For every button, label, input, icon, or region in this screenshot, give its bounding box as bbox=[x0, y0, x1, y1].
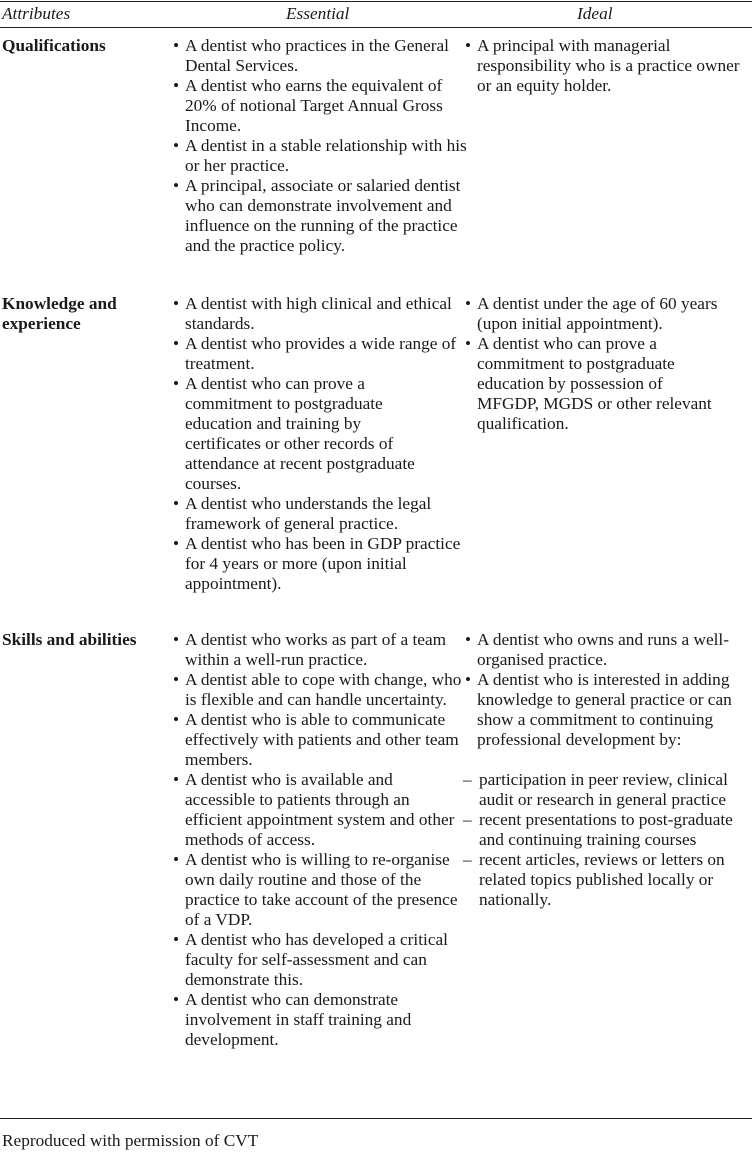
list-item: • A dentist with high clinical and ethical standards. bbox=[173, 294, 452, 333]
top-rule bbox=[0, 1, 752, 2]
table-header bbox=[0, 4, 752, 26]
list-item: • A dentist who is willing to re-organise own daily routine and those of the practice to take account of the presence of a VDP. bbox=[173, 850, 458, 929]
list-item: • A principal with managerial responsibility who is a practice owner or an equity holder. bbox=[465, 36, 740, 95]
footer-note: Reproduced with permission of CVT bbox=[2, 1131, 259, 1150]
list-item: • A dentist who is available and accessible to patients through an efficient appointment system and other methods of access. bbox=[173, 770, 455, 849]
list-subitem: – recent articles, reviews or letters on related topics published locally or nationally. bbox=[463, 850, 725, 909]
list-item: • A dentist in a stable relationship with his or her practice. bbox=[173, 136, 467, 175]
ideal-cell bbox=[463, 36, 752, 96]
list-item: • A dentist under the age of 60 years (upon initial appointment). bbox=[465, 294, 718, 333]
list-item: • A dentist who provides a wide range of treatment. bbox=[173, 334, 457, 373]
list-item: • A dentist who has been in GDP practice for 4 years or more (upon initial appointment). bbox=[173, 534, 461, 593]
list-subitem: – recent presentations to post-graduate and continuing training courses bbox=[463, 810, 733, 849]
list-item: • A dentist who earns the equivalent of 20% of notional Target Annual Gross Income. bbox=[173, 76, 443, 135]
list-item: • A dentist who can demonstrate involvement in staff training and development. bbox=[173, 990, 412, 1049]
ideal-cell bbox=[463, 294, 752, 434]
list-item: • A principal, associate or salaried dentist who can demonstrate involvement and influence on the running of the practice and the practice policy. bbox=[173, 176, 461, 255]
list-item: • A dentist who owns and runs a well-organised practice. bbox=[465, 630, 729, 669]
list-item: • A dentist who can prove a commitment to postgraduate education by possession of MFGDP, MGDS or other relevant qualification. bbox=[465, 334, 712, 433]
essential-cell bbox=[171, 630, 467, 1050]
header-ideal: Ideal bbox=[577, 4, 613, 23]
header-essential: Essential bbox=[286, 4, 350, 23]
row-attribute: Skills and abilities bbox=[2, 630, 137, 649]
essential-cell bbox=[171, 36, 467, 256]
list-item: • A dentist who practices in the General Dental Services. bbox=[173, 36, 449, 75]
list-item: • A dentist who has developed a critical faculty for self-assessment and can demonstrate this. bbox=[173, 930, 448, 989]
row-attribute: Knowledge and experience bbox=[2, 294, 117, 333]
bottom-rule bbox=[0, 1118, 752, 1119]
list-item: • A dentist who works as part of a team within a well-run practice. bbox=[173, 630, 447, 669]
list-item: • A dentist who is able to communicate effectively with patients and other team members. bbox=[173, 710, 459, 769]
list-item: • A dentist who understands the legal framework of general practice. bbox=[173, 494, 432, 533]
header-attributes: Attributes bbox=[2, 4, 71, 23]
header-rule bbox=[0, 27, 752, 28]
essential-cell bbox=[171, 294, 467, 594]
row-attribute: Qualifications bbox=[2, 36, 106, 55]
ideal-cell bbox=[463, 630, 752, 910]
list-item: • A dentist who can prove a commitment to postgraduate education and training by certificates or other records of attendance at recent postgraduate courses. bbox=[173, 374, 415, 493]
list-item: • A dentist who is interested in adding knowledge to general practice or can show a commitment to continuing professional development by: bbox=[465, 670, 732, 749]
list-subitem: – participation in peer review, clinical audit or research in general practice bbox=[463, 770, 728, 809]
list-item: • A dentist able to cope with change, who is flexible and can handle uncertainty. bbox=[173, 670, 462, 709]
